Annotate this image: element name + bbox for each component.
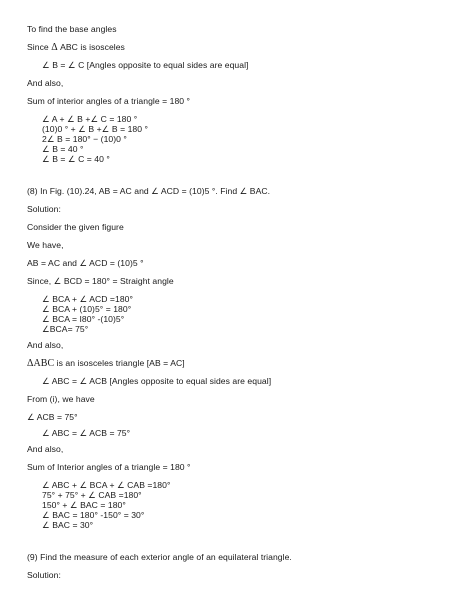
solution-label: Solution: [27, 570, 61, 580]
math-line: ∠ ABC = ∠ ACB = 75° [42, 428, 131, 438]
math-line: ∠ BCA + (10)5° = 180° [42, 304, 132, 314]
math-line: ∠ B = 40 ° [42, 144, 84, 154]
math-line: ∠ ABC + ∠ BCA + ∠ CAB =180° [42, 480, 171, 490]
math-line: ∠ A + ∠ B +∠ C = 180 ° [42, 114, 138, 124]
text-line: From (i), we have [27, 394, 95, 404]
triangle-abc-symbol: ΔABC [27, 358, 55, 369]
text-line [27, 42, 125, 53]
text-line: Consider the given figure [27, 222, 124, 232]
math-line: 150° + ∠ BAC = 180° [42, 500, 126, 510]
math-line: 2∠ B = 180° − (10)0 ° [42, 134, 127, 144]
question-text: (8) In Fig. (10).24, AB = AC and ∠ ACD = (10)5 °. Find ∠ BAC. [27, 186, 271, 196]
text-line: And also, [27, 444, 64, 454]
text-line: And also, [27, 78, 64, 88]
text-line: To find the base angles [27, 24, 117, 34]
text-line: We have, [27, 240, 64, 250]
math-line: 75° + 75° + ∠ CAB =180° [42, 490, 142, 500]
text-part: Since [27, 42, 52, 52]
text-part: ABC is isosceles [57, 42, 125, 52]
text-line: Sum of Interior angles of a triangle = 180 ° [27, 462, 191, 472]
text-line: ∠ ACB = 75° [27, 412, 78, 422]
text-line: Since, ∠ BCD = 180° = Straight angle [27, 276, 174, 286]
solution-label: Solution: [27, 204, 61, 214]
math-line: ∠ BAC = 30° [42, 520, 94, 530]
math-line: ∠BCA= 75° [42, 324, 89, 334]
triangle-symbol: Δ [51, 42, 58, 53]
math-line: (10)0 ° + ∠ B +∠ B = 180 ° [42, 124, 148, 134]
text-line: AB = AC and ∠ ACD = (10)5 ° [27, 258, 144, 268]
text-line: Sum of interior angles of a triangle = 180 ° [27, 96, 191, 106]
text-part: is an isosceles triangle [AB = AC] [54, 358, 185, 368]
text-line [27, 358, 185, 369]
math-line: ∠ B = ∠ C [Angles opposite to equal sides are equal] [42, 60, 249, 70]
math-line: ∠ BAC = 180° -150° = 30° [42, 510, 145, 520]
question-text: (9) Find the measure of each exterior angle of an equilateral triangle. [27, 552, 292, 562]
math-line: ∠ BCA = I80° -(10)5° [42, 314, 125, 324]
math-line: ∠ ABC = ∠ ACB [Angles opposite to equal sides are equal] [42, 376, 272, 386]
text-line: And also, [27, 340, 64, 350]
math-line: ∠ BCA + ∠ ACD =180° [42, 294, 133, 304]
math-line: ∠ B = ∠ C = 40 ° [42, 154, 110, 164]
